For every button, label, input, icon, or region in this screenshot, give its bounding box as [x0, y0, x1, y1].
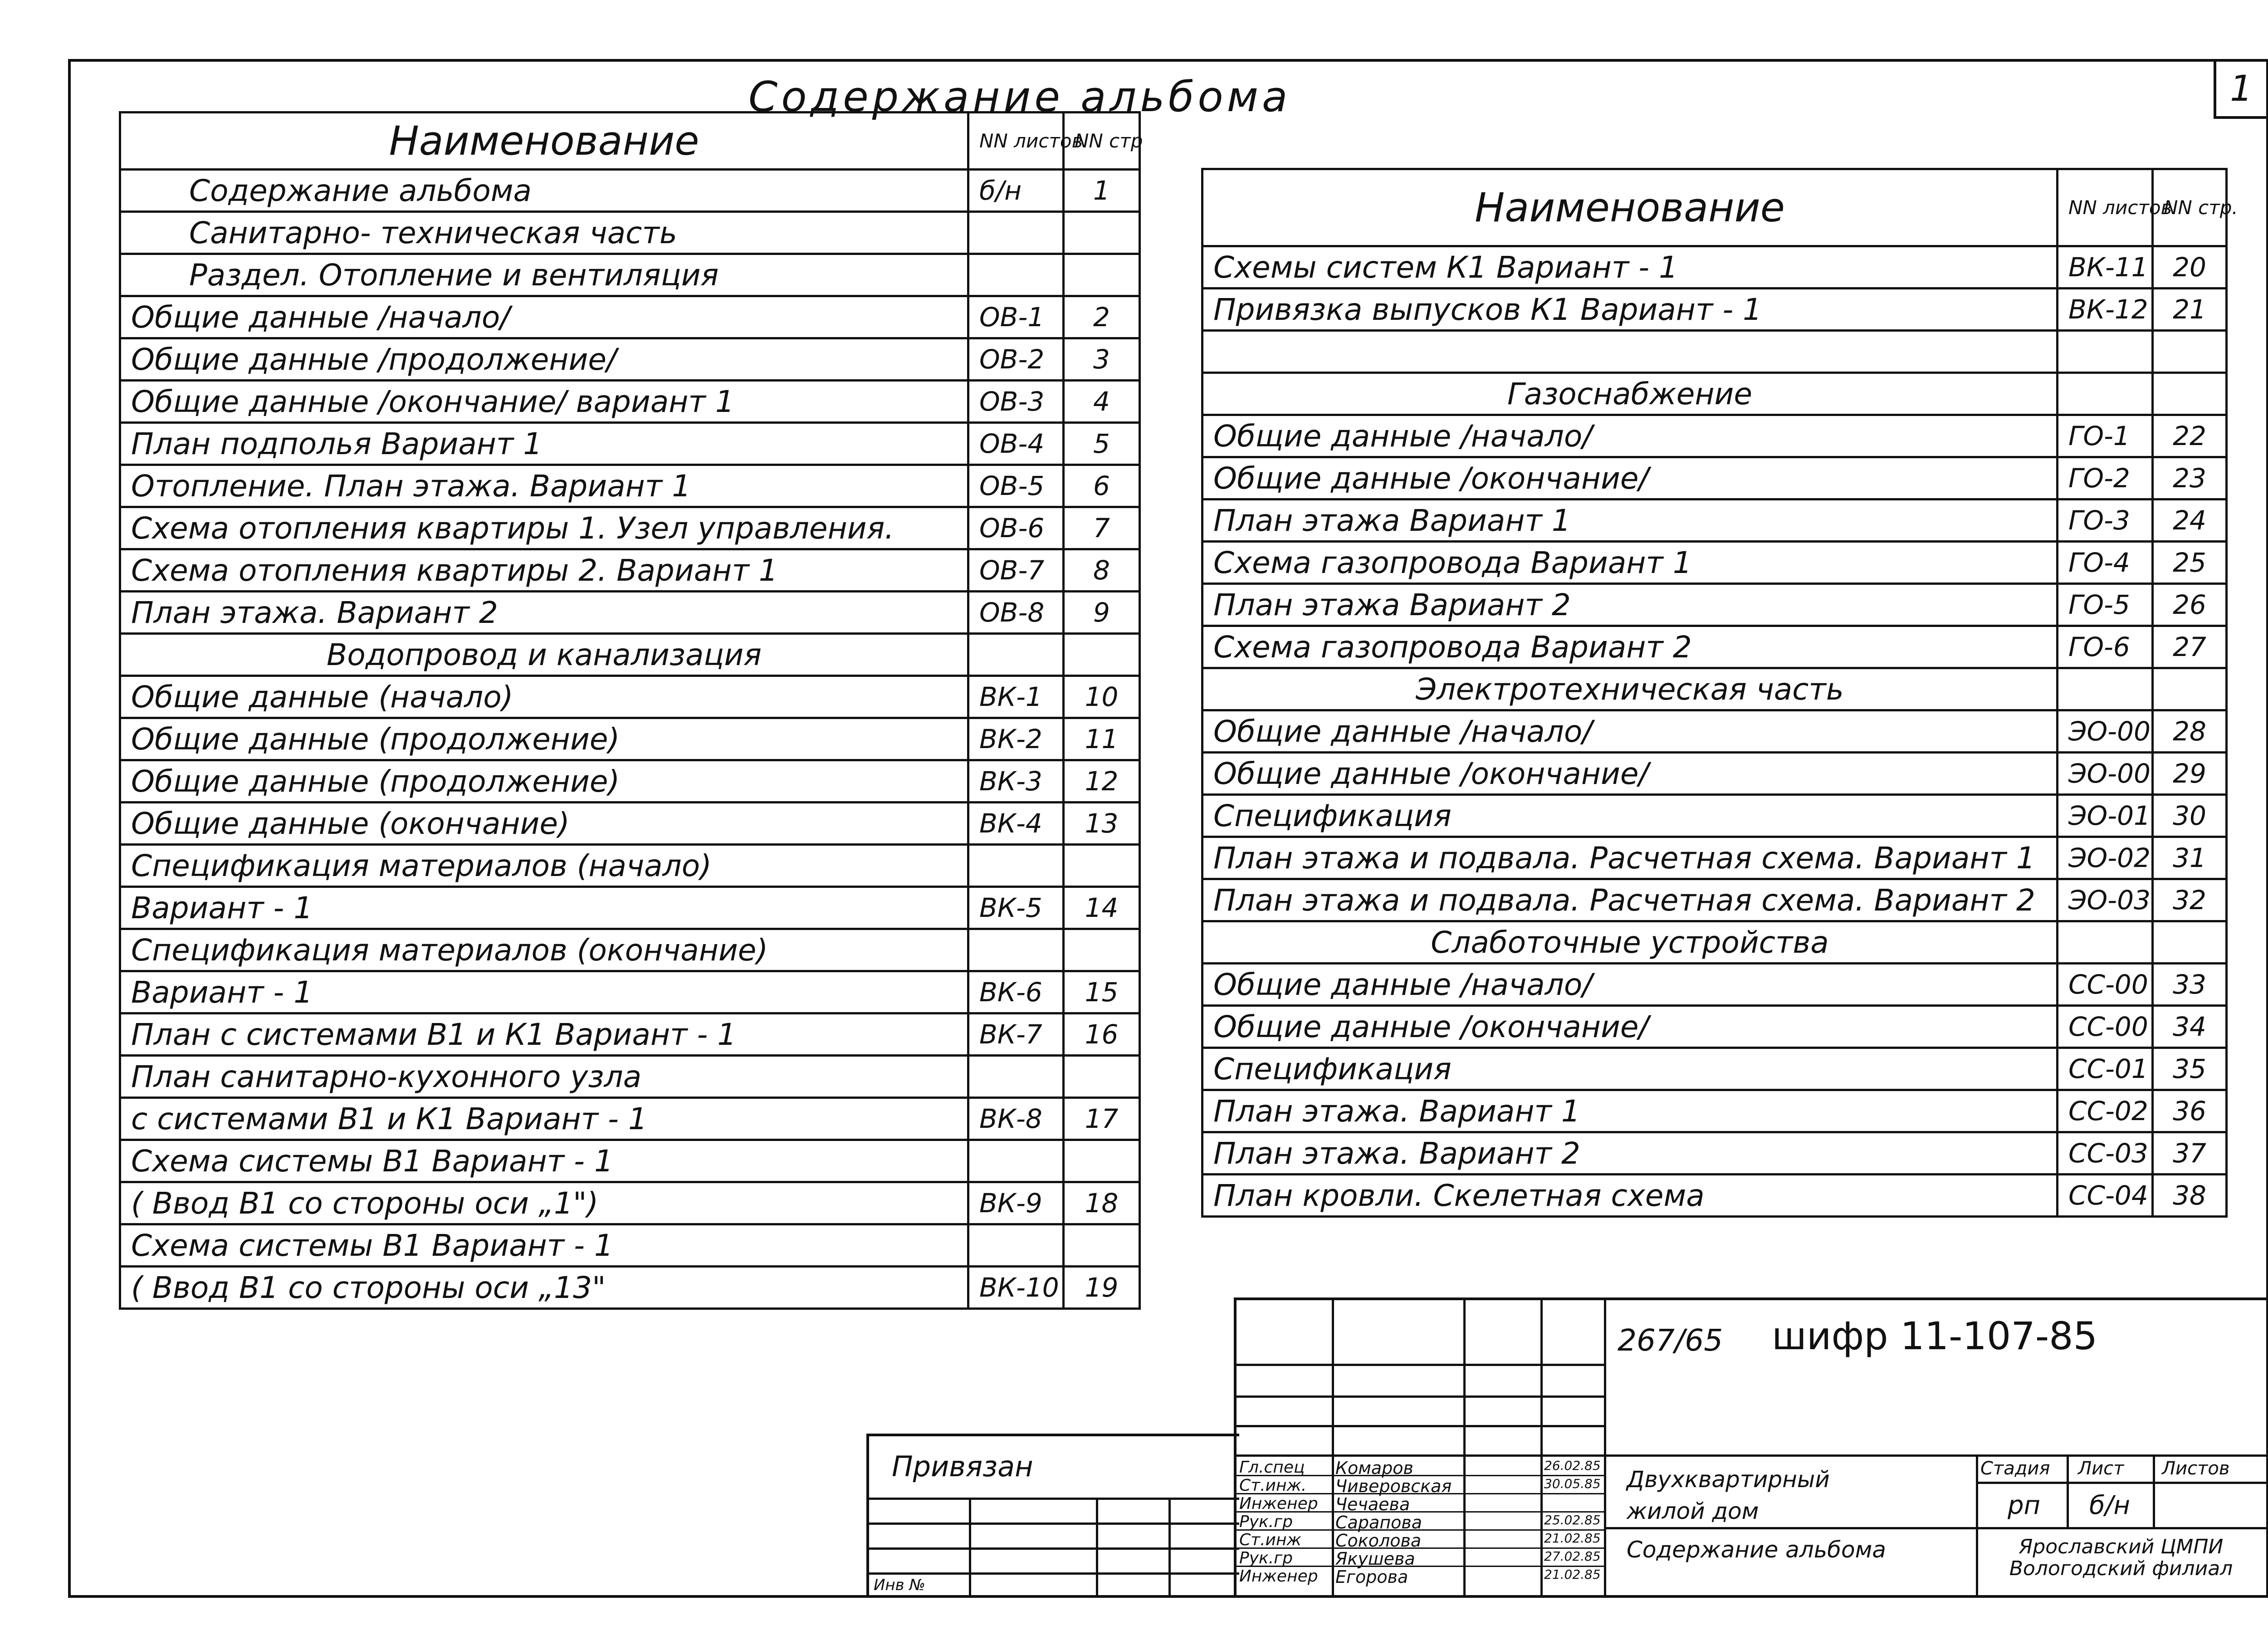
- left-row-page: 13: [1064, 803, 1140, 845]
- right-row-name: Газоснабжение: [1202, 373, 2058, 415]
- right-row-page: 24: [2153, 499, 2227, 542]
- left-row-name: Общие данные (продолжение): [120, 718, 968, 760]
- right-row-name: Общие данные /начало/: [1202, 415, 2058, 457]
- right-row-sheet: СС-00: [2058, 964, 2153, 1006]
- left-row-sheet: [968, 929, 1064, 971]
- left-contents-table: [119, 111, 1141, 1310]
- left-row-page: [1064, 254, 1140, 296]
- right-row-page: 38: [2153, 1175, 2227, 1217]
- left-row-page: [1064, 845, 1140, 887]
- left-row-sheet: ОВ-4: [968, 423, 1064, 465]
- left-row-sheet: ВК-10: [968, 1267, 1064, 1309]
- left-row-name: ( Ввод В1 со стороны оси „1"): [120, 1182, 968, 1224]
- right-row-page: 37: [2153, 1132, 2227, 1175]
- left-row-sheet: б/н: [968, 170, 1064, 212]
- staff-role: Ст.инж: [1239, 1531, 1301, 1549]
- right-row-name: План этажа. Вариант 1: [1202, 1090, 2058, 1132]
- right-row-name: План кровли. Скелетная схема: [1202, 1175, 2058, 1217]
- left-row: [120, 971, 1140, 1013]
- left-row-sheet: ВК-5: [968, 887, 1064, 929]
- right-row-page: 21: [2153, 289, 2227, 331]
- left-row-sheet: ВК-6: [968, 971, 1064, 1013]
- left-row: [120, 465, 1140, 507]
- staff-name: Егорова: [1335, 1567, 1408, 1587]
- right-row-sheet: ЭО-01: [2058, 795, 2153, 837]
- right-row-name: План этажа и подвала. Расчетная схема. Вариант 1: [1202, 837, 2058, 879]
- left-row: [120, 549, 1140, 592]
- right-row: [1202, 1132, 2227, 1175]
- left-row: [120, 803, 1140, 845]
- project-title: Двухквартирный жилой дом: [1627, 1466, 1830, 1524]
- right-row-sheet: ЭО-02: [2058, 837, 2153, 879]
- left-row-name: Схема системы В1 Вариант - 1: [120, 1224, 968, 1267]
- right-row: [1202, 499, 2227, 542]
- right-row-page: [2153, 668, 2227, 710]
- left-row-sheet: ВК-1: [968, 676, 1064, 718]
- staff-date: 21.02.85: [1544, 1567, 1601, 1582]
- left-row-name: Вариант - 1: [120, 971, 968, 1013]
- left-row-name: Общие данные (начало): [120, 676, 968, 718]
- right-row: [1202, 668, 2227, 710]
- left-row-page: 17: [1064, 1098, 1140, 1140]
- left-header-name: Наименование: [120, 113, 968, 170]
- staff-date: 25.02.85: [1544, 1513, 1601, 1528]
- right-row: [1202, 921, 2227, 964]
- sheet-value: б/н: [2089, 1491, 2131, 1520]
- right-row-sheet: ЭО-00: [2058, 753, 2153, 795]
- staff-date: 30.05.85: [1544, 1476, 1601, 1491]
- right-row-sheet: [2058, 373, 2153, 415]
- right-row-name: Спецификация: [1202, 1048, 2058, 1090]
- right-row-sheet: ГО-2: [2058, 457, 2153, 499]
- right-row: [1202, 584, 2227, 626]
- attachment-label: Привязан: [892, 1450, 1033, 1483]
- left-row-sheet: [968, 1224, 1064, 1267]
- left-row: [120, 381, 1140, 423]
- album-title: Содержание альбома: [748, 73, 1291, 121]
- right-row-sheet: ГО-6: [2058, 626, 2153, 668]
- staff-role: Рук.гр: [1239, 1513, 1293, 1531]
- left-row-page: 6: [1064, 465, 1140, 507]
- right-row-name: Общие данные /начало/: [1202, 710, 2058, 753]
- inventory-label: Инв №: [874, 1576, 925, 1594]
- right-row: [1202, 626, 2227, 668]
- left-row-page: 9: [1064, 592, 1140, 634]
- right-row-name: Общие данные /начало/: [1202, 964, 2058, 1006]
- right-row-page: [2153, 331, 2227, 373]
- left-row-page: 5: [1064, 423, 1140, 465]
- right-row-sheet: [2058, 921, 2153, 964]
- left-row: [120, 170, 1140, 212]
- right-row-sheet: ВК-11: [2058, 246, 2153, 289]
- staff-role: Инженер: [1239, 1567, 1318, 1586]
- left-row-sheet: ОВ-3: [968, 381, 1064, 423]
- left-row-name: Общие данные (окончание): [120, 803, 968, 845]
- right-row: [1202, 415, 2227, 457]
- left-row-sheet: ОВ-1: [968, 296, 1064, 338]
- right-row: [1202, 331, 2227, 373]
- right-row: [1202, 1090, 2227, 1132]
- staff-role: Гл.спец: [1239, 1458, 1305, 1477]
- left-row: [120, 1267, 1140, 1309]
- left-row-name: Схема системы В1 Вариант - 1: [120, 1140, 968, 1182]
- left-row: [120, 634, 1140, 676]
- right-row-page: [2153, 373, 2227, 415]
- right-row-name: Общие данные /окончание/: [1202, 457, 2058, 499]
- left-row-page: 19: [1064, 1267, 1140, 1309]
- left-row-page: 18: [1064, 1182, 1140, 1224]
- right-row-name: [1202, 331, 2058, 373]
- right-row-page: 34: [2153, 1006, 2227, 1048]
- left-row-name: с системами В1 и К1 Вариант - 1: [120, 1098, 968, 1140]
- right-header-sheet: NN листов: [2058, 169, 2153, 246]
- left-row-name: ( Ввод В1 со стороны оси „13": [120, 1267, 968, 1309]
- left-row-sheet: [968, 254, 1064, 296]
- right-row-name: Схема газопровода Вариант 2: [1202, 626, 2058, 668]
- left-row: [120, 296, 1140, 338]
- right-row-page: 35: [2153, 1048, 2227, 1090]
- left-row-sheet: [968, 1056, 1064, 1098]
- left-row: [120, 676, 1140, 718]
- staff-name: Якушева: [1335, 1549, 1415, 1569]
- right-row-sheet: ГО-3: [2058, 499, 2153, 542]
- right-header-name: Наименование: [1202, 169, 2058, 246]
- left-row-name: План санитарно-кухонного узла: [120, 1056, 968, 1098]
- project-code: шифр 11-107-85: [1772, 1314, 2098, 1358]
- right-row: [1202, 373, 2227, 415]
- stage-column-header: Стадия: [1980, 1458, 2050, 1479]
- right-row-sheet: [2058, 668, 2153, 710]
- left-row-sheet: [968, 1140, 1064, 1182]
- right-row: [1202, 289, 2227, 331]
- page-number: 1: [2214, 62, 2266, 119]
- right-contents-table: [1201, 168, 2238, 1218]
- right-row-page: [2153, 921, 2227, 964]
- left-row: [120, 887, 1140, 929]
- right-row-sheet: ГО-5: [2058, 584, 2153, 626]
- staff-date: 27.02.85: [1544, 1549, 1601, 1564]
- left-row-sheet: ОВ-5: [968, 465, 1064, 507]
- left-row-name: Водопровод и канализация: [120, 634, 968, 676]
- right-row-sheet: СС-03: [2058, 1132, 2153, 1175]
- right-row-page: 27: [2153, 626, 2227, 668]
- staff-date: 26.02.85: [1544, 1458, 1601, 1473]
- right-row-name: Электротехническая часть: [1202, 668, 2058, 710]
- right-row-name: План этажа и подвала. Расчетная схема. Вариант 2: [1202, 879, 2058, 921]
- right-row-page: 22: [2153, 415, 2227, 457]
- right-row: [1202, 753, 2227, 795]
- attachment-box: [866, 1434, 1239, 1595]
- left-row-sheet: ОВ-2: [968, 338, 1064, 381]
- right-row-sheet: [2058, 331, 2153, 373]
- left-row: [120, 1140, 1140, 1182]
- left-row-sheet: ВК-7: [968, 1013, 1064, 1056]
- right-row-page: 26: [2153, 584, 2227, 626]
- right-row: [1202, 1006, 2227, 1048]
- left-row: [120, 338, 1140, 381]
- right-row-sheet: ЭО-00: [2058, 710, 2153, 753]
- left-row-page: 11: [1064, 718, 1140, 760]
- right-row-page: 32: [2153, 879, 2227, 921]
- left-row-page: 16: [1064, 1013, 1140, 1056]
- right-row-name: Схемы систем К1 Вариант - 1: [1202, 246, 2058, 289]
- left-row-name: Общие данные /начало/: [120, 296, 968, 338]
- right-row-name: Слаботочные устройства: [1202, 921, 2058, 964]
- left-row-sheet: ВК-2: [968, 718, 1064, 760]
- left-row-page: [1064, 929, 1140, 971]
- code-small: 267/65: [1618, 1323, 1723, 1358]
- sheets-column-header: Листов: [2162, 1458, 2230, 1479]
- left-row: [120, 1224, 1140, 1267]
- left-row-sheet: ОВ-7: [968, 549, 1064, 592]
- right-row: [1202, 964, 2227, 1006]
- left-row: [120, 507, 1140, 549]
- left-header-sheet: NN листов: [968, 113, 1064, 170]
- right-row: [1202, 795, 2227, 837]
- left-row-name: План этажа. Вариант 2: [120, 592, 968, 634]
- left-row-page: 4: [1064, 381, 1140, 423]
- right-row: [1202, 1048, 2227, 1090]
- right-row: [1202, 710, 2227, 753]
- staff-role: Ст.инж.: [1239, 1476, 1307, 1495]
- left-row: [120, 760, 1140, 803]
- staff-name: Чечаева: [1335, 1494, 1410, 1514]
- left-row-name: Отопление. План этажа. Вариант 1: [120, 465, 968, 507]
- left-row: [120, 929, 1140, 971]
- staff-name: Чиверовская: [1335, 1476, 1452, 1496]
- left-row-page: 3: [1064, 338, 1140, 381]
- right-row: [1202, 542, 2227, 584]
- right-row-sheet: ВК-12: [2058, 289, 2153, 331]
- right-row-name: План этажа Вариант 1: [1202, 499, 2058, 542]
- right-row: [1202, 879, 2227, 921]
- left-row-name: Содержание альбома: [120, 170, 968, 212]
- left-row: [120, 1098, 1140, 1140]
- right-row-name: Привязка выпусков К1 Вариант - 1: [1202, 289, 2058, 331]
- left-row-sheet: [968, 634, 1064, 676]
- left-row: [120, 1182, 1140, 1224]
- right-row-sheet: ГО-4: [2058, 542, 2153, 584]
- left-row-page: 7: [1064, 507, 1140, 549]
- right-row-name: Общие данные /окончание/: [1202, 753, 2058, 795]
- left-row-page: 1: [1064, 170, 1140, 212]
- left-row: [120, 254, 1140, 296]
- right-row-name: Общие данные /окончание/: [1202, 1006, 2058, 1048]
- left-row-page: 15: [1064, 971, 1140, 1013]
- left-row-name: План с системами В1 и К1 Вариант - 1: [120, 1013, 968, 1056]
- left-row-sheet: ВК-9: [968, 1182, 1064, 1224]
- left-row-sheet: ОВ-6: [968, 507, 1064, 549]
- left-row-page: 10: [1064, 676, 1140, 718]
- left-row-name: Общие данные /окончание/ вариант 1: [120, 381, 968, 423]
- stage-value: рп: [2008, 1491, 2041, 1520]
- right-row-page: 36: [2153, 1090, 2227, 1132]
- left-row-name: Общие данные /продолжение/: [120, 338, 968, 381]
- right-row-page: 31: [2153, 837, 2227, 879]
- left-row-page: [1064, 212, 1140, 254]
- right-row-name: Спецификация: [1202, 795, 2058, 837]
- left-row-sheet: [968, 845, 1064, 887]
- staff-date: 21.02.85: [1544, 1531, 1601, 1546]
- left-row-name: Спецификация материалов (окончание): [120, 929, 968, 971]
- left-row-sheet: ВК-3: [968, 760, 1064, 803]
- left-row-name: План подполья Вариант 1: [120, 423, 968, 465]
- left-row: [120, 845, 1140, 887]
- left-row: [120, 212, 1140, 254]
- right-row: [1202, 246, 2227, 289]
- right-row-page: 33: [2153, 964, 2227, 1006]
- staff-role: Инженер: [1239, 1494, 1318, 1513]
- left-row-page: 14: [1064, 887, 1140, 929]
- right-header-page: NN стр.: [2153, 169, 2227, 246]
- right-row-page: 23: [2153, 457, 2227, 499]
- left-row-name: Схема отопления квартиры 1. Узел управления.: [120, 507, 968, 549]
- left-row-page: [1064, 1140, 1140, 1182]
- left-row-page: [1064, 634, 1140, 676]
- left-row: [120, 1056, 1140, 1098]
- title-block: [1234, 1297, 2266, 1595]
- left-row-page: 2: [1064, 296, 1140, 338]
- left-row-name: Раздел. Отопление и вентиляция: [120, 254, 968, 296]
- right-row-page: 25: [2153, 542, 2227, 584]
- left-header-page: NN стр: [1064, 113, 1140, 170]
- left-row: [120, 423, 1140, 465]
- right-row-name: План этажа Вариант 2: [1202, 584, 2058, 626]
- right-row-sheet: СС-00: [2058, 1006, 2153, 1048]
- left-row-sheet: [968, 212, 1064, 254]
- staff-name: Сарапова: [1335, 1513, 1422, 1532]
- right-row-page: 29: [2153, 753, 2227, 795]
- left-row-name: Общие данные (продолжение): [120, 760, 968, 803]
- left-row-name: Схема отопления квартиры 2. Вариант 1: [120, 549, 968, 592]
- right-row-page: 30: [2153, 795, 2227, 837]
- organization: Ярославский ЦМПИ Вологодский филиал: [2009, 1535, 2233, 1580]
- sheet-title: Содержание альбома: [1627, 1537, 1886, 1563]
- staff-name: Комаров: [1335, 1458, 1413, 1478]
- staff-role: Рук.гр: [1239, 1549, 1293, 1567]
- left-row: [120, 718, 1140, 760]
- right-row-name: План этажа. Вариант 2: [1202, 1132, 2058, 1175]
- right-row-page: 28: [2153, 710, 2227, 753]
- left-row-sheet: ВК-8: [968, 1098, 1064, 1140]
- right-row: [1202, 457, 2227, 499]
- left-row: [120, 592, 1140, 634]
- right-row-sheet: ЭО-03: [2058, 879, 2153, 921]
- right-row-sheet: СС-04: [2058, 1175, 2153, 1217]
- left-row-page: 12: [1064, 760, 1140, 803]
- left-row-sheet: ОВ-8: [968, 592, 1064, 634]
- right-row-sheet: СС-01: [2058, 1048, 2153, 1090]
- left-row-sheet: ВК-4: [968, 803, 1064, 845]
- right-row: [1202, 1175, 2227, 1217]
- right-row-sheet: СС-02: [2058, 1090, 2153, 1132]
- sheet-column-header: Лист: [2078, 1458, 2124, 1479]
- left-row-name: Вариант - 1: [120, 887, 968, 929]
- left-row-page: [1064, 1056, 1140, 1098]
- right-row-sheet: ГО-1: [2058, 415, 2153, 457]
- right-row: [1202, 837, 2227, 879]
- left-row: [120, 1013, 1140, 1056]
- staff-name: Соколова: [1335, 1531, 1422, 1551]
- left-row-page: [1064, 1224, 1140, 1267]
- left-row-page: 8: [1064, 549, 1140, 592]
- left-row-name: Санитарно- техническая часть: [120, 212, 968, 254]
- right-row-page: 20: [2153, 246, 2227, 289]
- left-row-name: Спецификация материалов (начало): [120, 845, 968, 887]
- right-row-name: Схема газопровода Вариант 1: [1202, 542, 2058, 584]
